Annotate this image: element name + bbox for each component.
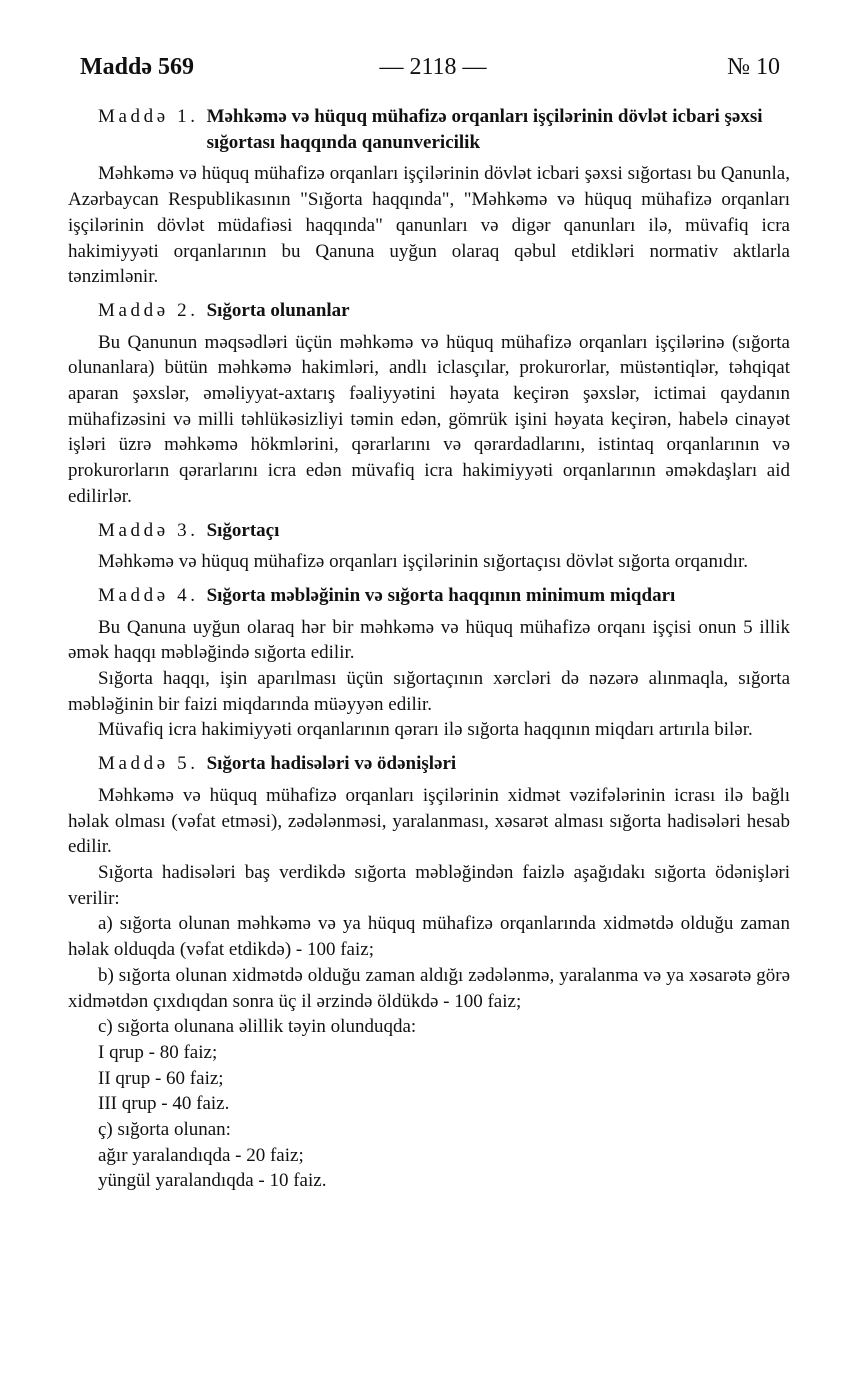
article-paragraph: Məhkəmə və hüquq mühafizə orqanları işçilərinin xidmət vəzifələrinin icrası ilə bağlı həlak olması (vəfat etməsi), zədələnməsi, yaralanması, xəsarət alması sığorta hadisələri hesab edilir. [68, 784, 790, 858]
list-item: I qrup - 80 faiz; [98, 1041, 218, 1063]
article-paragraph: Sığorta haqqı, işin aparılması üçün sığortaçının xərcləri də nəzərə alınmaqla, sığorta məbləğinin bir faizi miqdarında müəyyən edilir. [68, 668, 790, 715]
header-page-number: — 2118 — [379, 54, 487, 80]
page-header [80, 54, 786, 88]
article-label: Maddə 2. [98, 299, 199, 321]
article-title: Sığorta məbləğinin və sığorta haqqının minimum miqdarı [206, 584, 676, 606]
article-3-heading [68, 518, 790, 544]
header-issue-number: № 10 [727, 54, 780, 80]
article-2-heading [68, 298, 790, 324]
article-paragraph: Müvafiq icra hakimiyyəti orqanlarının qərarı ilə sığorta haqqının miqdarı artırıla bilər. [98, 719, 753, 741]
list-item: a) sığorta olunan məhkəmə və ya hüquq mühafizə orqanlarında xidmətdə olduğu zaman həlak olduqda (vəfat etdikdə) - 100 faiz; [68, 913, 790, 961]
article-4-heading [68, 583, 790, 609]
article-label: Maddə 3. [98, 519, 199, 541]
list-item: c) sığorta olunana əlillik təyin olunduqda: [98, 1016, 417, 1038]
list-item: ç) sığorta olunan: [98, 1119, 231, 1141]
article-5-heading [68, 751, 790, 777]
article-title: Məhkəmə və hüquq mühafizə orqanları işçilərinin dövlət icbari şəxsi sığortası haqqında qanunvericilik [206, 106, 763, 153]
article-1-heading [68, 104, 790, 155]
document-body [68, 104, 790, 1194]
list-item: yüngül yaralandıqda - 10 faiz. [98, 1170, 327, 1192]
article-title: Sığorta olunanlar [206, 299, 350, 321]
article-title: Sığorta hadisələri və ödənişləri [206, 753, 457, 775]
list-item: ağır yaralandıqda - 20 faiz; [98, 1144, 304, 1166]
article-label: Maddə 4. [98, 584, 199, 606]
list-item: II qrup - 60 faiz; [98, 1067, 224, 1089]
header-article-number: Maddə 569 [80, 54, 194, 80]
article-paragraph: Bu Qanuna uyğun olaraq hər bir məhkəmə və hüquq mühafizə orqanı işçisi onun 5 illik əmək haqqı məbləğində sığorta edilir. [68, 616, 790, 664]
article-label: Maddə 1. [98, 106, 199, 127]
article-paragraph: Məhkəmə və hüquq mühafizə orqanları işçilərinin sığortaçısı dövlət sığorta orqanıdır. [98, 551, 749, 573]
list-item: b) sığorta olunan xidmətdə olduğu zaman aldığı zədələnmə, yaralanma və ya xəsarətə görə xidmətdən çıxdıqdan sonra üç il ərzində öldükdə - 100 faiz; [68, 964, 790, 1012]
article-label: Maddə 5. [98, 753, 199, 775]
article-paragraph: Bu Qanunun məqsədləri üçün məhkəmə və hüquq mühafizə orqanları işçilərinə (sığorta olunanlara) bütün məhkəmə hakimləri, andlı iclasçılar, prokurorlar, müstəntiqlər, təhqiqat aparan şəxslər, əməliyyat-axtarış fəaliyyətini həyata keçirən şəxslər, ictimai qaydanın mühafizəsini və milli təhlükəsizliyi təmin edən, gömrük işini həyata keçirən, habelə cinayət işləri üzrə məhkəmə hökmlərini, qərarlarını və qərardadlarını, istintaq orqanlarının və prokurorların qərarlarını icra edən müvafiq icra hakimiyyəti orqanlarının əməkdaşları aid edilirlər. [68, 331, 790, 507]
article-paragraph: Sığorta hadisələri baş verdikdə sığorta məbləğindən faizlə aşağıdakı sığorta ödənişləri verilir: [68, 861, 790, 909]
list-item: III qrup - 40 faiz. [98, 1093, 230, 1115]
article-title: Sığortaçı [206, 519, 280, 541]
article-paragraph: Məhkəmə və hüquq mühafizə orqanları işçilərinin dövlət icbari şəxsi sığortası bu Qanunla, Azərbaycan Respublikasının "Sığorta haqqında", "Məhkəmə və hüquq mühafizə orqanları işçilərinin dövlət müdafiəsi haqqında" qanunları və digər qanunları ilə, müvafiq icra hakimiyyəti orqanlarının bu Qanuna uyğun olaraq qəbul etdikləri normativ aktlarla tənzimlənir. [68, 163, 790, 288]
